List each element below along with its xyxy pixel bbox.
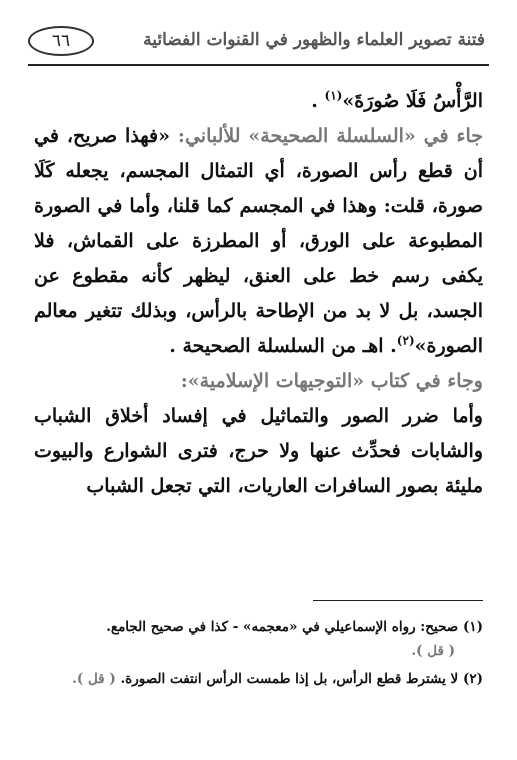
footnote-1 — [30, 615, 483, 663]
paragraph-4: وأما ضرر الصور والتماثيل في إفساد أخلاق الشباب والشابات فحدِّث عنها ولا حرج، فترى الشوارع والبيوت مليئة بصور السافرات العاريات، التي تجعل الشباب — [34, 405, 483, 497]
paragraph-2-end: . اهـ من السلسلة الصحيحة . — [169, 335, 397, 357]
paragraph-2-intro: جاء في «السلسلة الصحيحة» للألباني: — [170, 125, 484, 147]
footnote-1-note: ( قل ). — [411, 643, 455, 659]
footnote-ref-2: (٢) — [396, 333, 415, 348]
footnote-2-note: ( قل ). — [72, 671, 121, 687]
paragraph-3: وجاء في كتاب «التوجيهات الإسلامية»: — [180, 370, 483, 392]
paragraph-1-end: . — [311, 90, 325, 112]
footnote-ref-1: (١) — [324, 88, 343, 103]
footnote-2-text: (٢) لا يشترط قطع الرأس، بل إذا طمست الرأس انتفت الصورة. — [120, 671, 483, 687]
paragraph-2-quote: «فهذا صريح، في أن قطع رأس الصورة، أي التمثال المجسم، يجعله كَلَا صورة، قلت: وهذا في المجسم كما قلنا، وأما في الصورة المطبوعة على الورق، أو المطرزة على القماش، فلا يكفى رسم خط على العنق، ليظهر كأنه مقطوع عن الجسد، بل لا بد من الإطاحة بالرأس، وبذلك تتغير معالم الصورة» — [34, 125, 483, 357]
footnote-1-text: (١) صحيح: رواه الإسماعيلي في «معجمه» - كذا في صحيح الجامع. — [106, 619, 483, 635]
running-title: فتنة تصوير العلماء والظهور في القنوات الفضائية — [143, 30, 485, 50]
paragraph-1-text: الرَّأْسُ فَلَا صُورَةَ» — [342, 90, 483, 112]
header-divider — [28, 64, 489, 66]
footnote-divider — [313, 600, 483, 601]
paragraph-1 — [34, 84, 483, 119]
footnote-2 — [30, 667, 483, 691]
page-header — [28, 26, 489, 66]
paragraph-2 — [34, 119, 483, 364]
body-text — [34, 84, 483, 504]
footnotes — [30, 615, 483, 695]
page-number: ٦٦ — [28, 26, 94, 56]
